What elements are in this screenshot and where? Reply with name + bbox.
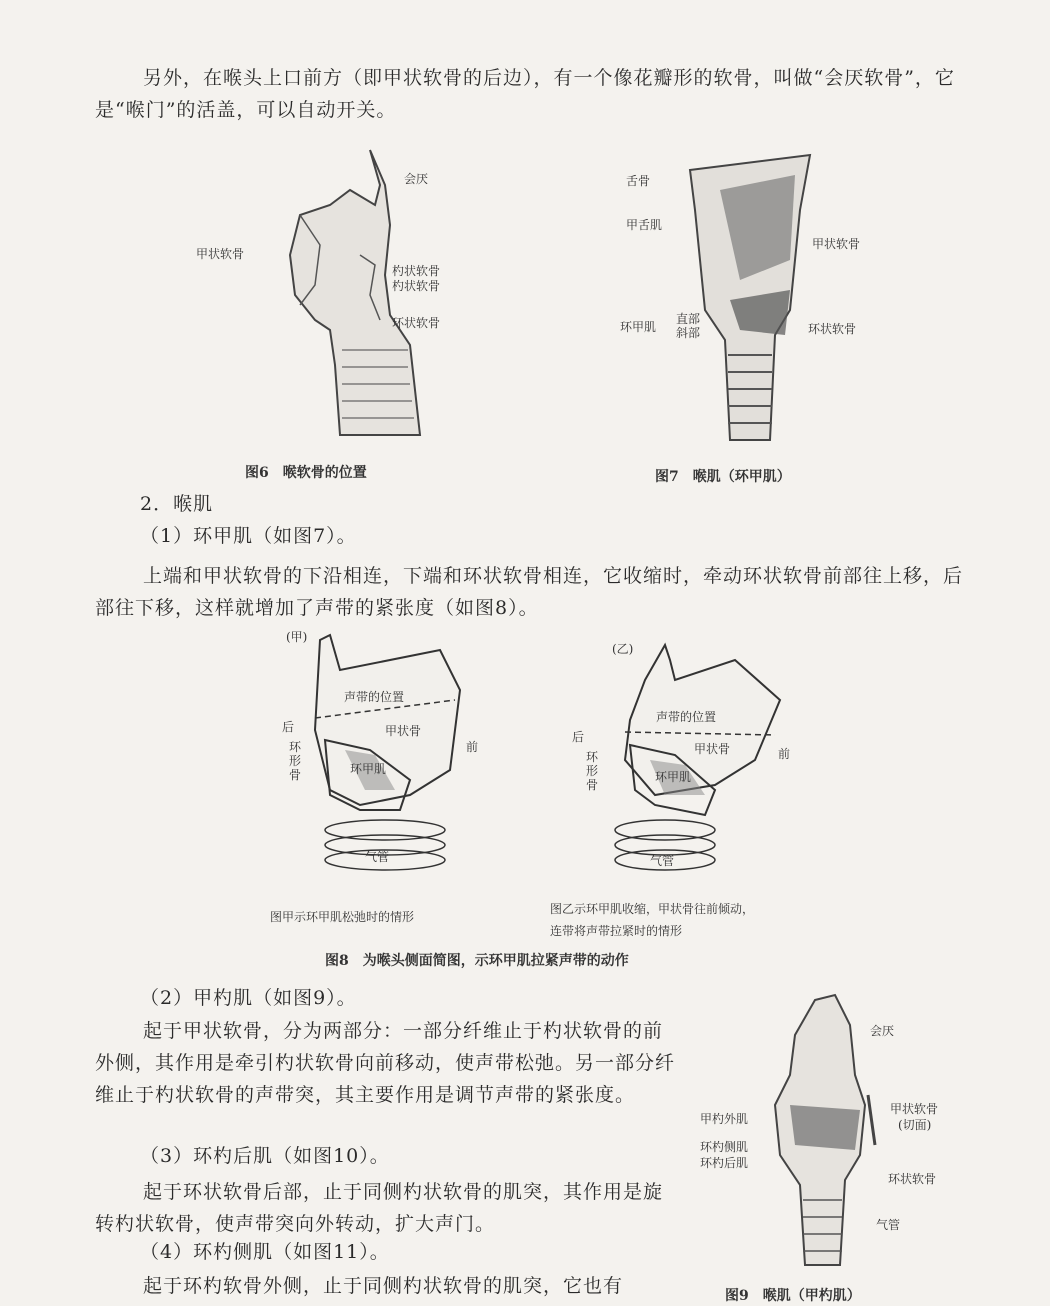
item1-heading: （1）环甲肌（如图7）。 (140, 525, 357, 547)
fig8a-label-vocal: 声带的位置 (344, 690, 405, 704)
fig7-caption: 图7 喉肌（环甲肌） (655, 469, 791, 485)
fig8b-label-thyroid: 甲状骨 (694, 742, 731, 756)
fig8b-label-cricoid: 环形骨 (586, 750, 599, 792)
fig8b-label-vocal: 声带的位置 (656, 710, 717, 724)
fig7-label-cricothyroid: 环甲肌 (620, 320, 657, 334)
fig6-label-arytenoid: 杓状软骨 (392, 264, 441, 278)
fig8-caption-a: 图甲示环甲肌松弛时的情形 (270, 910, 415, 924)
fig8a-label-cricothyroid: 环甲肌 (350, 762, 387, 776)
fig8b-label-cricothyroid: 环甲肌 (655, 770, 692, 784)
fig8-panel-a-label: (甲) (286, 630, 308, 644)
fig8a-label-back: 后 (282, 720, 295, 734)
fig9-label-cut: (切面) (898, 1118, 932, 1132)
fig8-panel-a-drawing (300, 630, 470, 880)
fig7-label-thyrohyoid: 甲舌肌 (626, 218, 663, 232)
fig6-label-epiglottis: 会厌 (404, 172, 429, 186)
fig8-panel-b-label: (乙) (612, 642, 634, 656)
fig6-label-cricoid: 环状软骨 (392, 316, 441, 330)
item3-paragraph: 起于环状软骨后部，止于同侧杓状软骨的肌突，其作用是旋转杓状软骨，使声带突向外转动，扩大声门。 (95, 1181, 664, 1235)
fig6-larynx-drawing (260, 145, 460, 445)
fig8-caption: 图8 为喉头侧面简图，示环甲肌拉紧声带的动作 (325, 953, 629, 969)
intro-paragraph: 另外，在喉头上口前方（即甲状软骨的后边），有一个像花瓣形的软骨，叫做“会厌软骨”，它是“喉门”的活盖，可以自动开关。 (95, 67, 955, 121)
fig7-label-hyoid: 舌骨 (626, 174, 651, 188)
fig8b-label-back: 后 (572, 730, 585, 744)
fig8b-label-trachea: 气管 (650, 854, 675, 868)
item4-heading: （4）环杓侧肌（如图11）。 (140, 1241, 390, 1263)
item1-paragraph: 上端和甲状软骨的下沿相连，下端和环状软骨相连，它收缩时，牵动环状软骨前部往上移，后部往下移，这样就增加了声带的紧张度（如图8）。 (95, 565, 964, 619)
fig6-label-thyroid: 甲状软骨 (196, 247, 245, 261)
fig8-caption-b: 图乙示环甲肌收缩，甲状骨往前倾动，连带将声带拉紧时的情形 (550, 902, 755, 938)
fig9-caption: 图9 喉肌（甲杓肌） (725, 1288, 861, 1304)
fig8a-label-cricoid: 环形骨 (289, 740, 302, 782)
fig7-label-straight: 直部 (676, 312, 701, 326)
fig9-label-thyroid-cut: 甲状软骨 (890, 1102, 939, 1116)
item2-heading: （2）甲杓肌（如图9）。 (140, 987, 357, 1009)
fig8a-label-front: 前 (466, 740, 479, 754)
fig9-label-posterior: 环杓后肌 (700, 1156, 749, 1170)
fig7-label-thyroid: 甲状软骨 (812, 237, 861, 251)
fig9-label-cricoid: 环状软骨 (888, 1172, 937, 1186)
fig6-caption: 图6 喉软骨的位置 (245, 465, 367, 481)
fig9-label-trachea: 气管 (876, 1218, 901, 1232)
fig8-panel-b-drawing (605, 640, 795, 880)
fig7-label-cricoid: 环状软骨 (808, 322, 857, 336)
fig8a-label-thyroid: 甲状骨 (385, 724, 422, 738)
fig6-label-arytenoid-2: 杓状软骨 (392, 279, 441, 293)
fig7-muscle-drawing (680, 150, 830, 450)
item2-paragraph: 起于甲状软骨，分为两部分：一部分纤维止于杓状软骨的前外侧，其作用是牵引杓状软骨向前移动，使声带松弛。另一部分纤维止于杓状软骨的声带突，其主要作用是调节声带的紧张度。 (95, 1020, 676, 1106)
fig9-label-thyroarytenoid: 甲杓外肌 (700, 1112, 749, 1126)
item4-paragraph: 起于环杓软骨外侧，止于同侧杓状软骨的肌突，它也有 (143, 1275, 624, 1297)
item3-heading: （3）环杓后肌（如图10）。 (140, 1145, 390, 1167)
fig9-label-epiglottis: 会厌 (870, 1024, 895, 1038)
fig8b-label-front: 前 (778, 747, 791, 761)
fig8a-label-trachea: 气管 (365, 850, 390, 864)
fig9-label-lateral: 环杓侧肌 (700, 1140, 749, 1154)
fig7-label-oblique: 斜部 (676, 326, 701, 340)
section2-heading: 2．喉肌 (140, 493, 214, 515)
